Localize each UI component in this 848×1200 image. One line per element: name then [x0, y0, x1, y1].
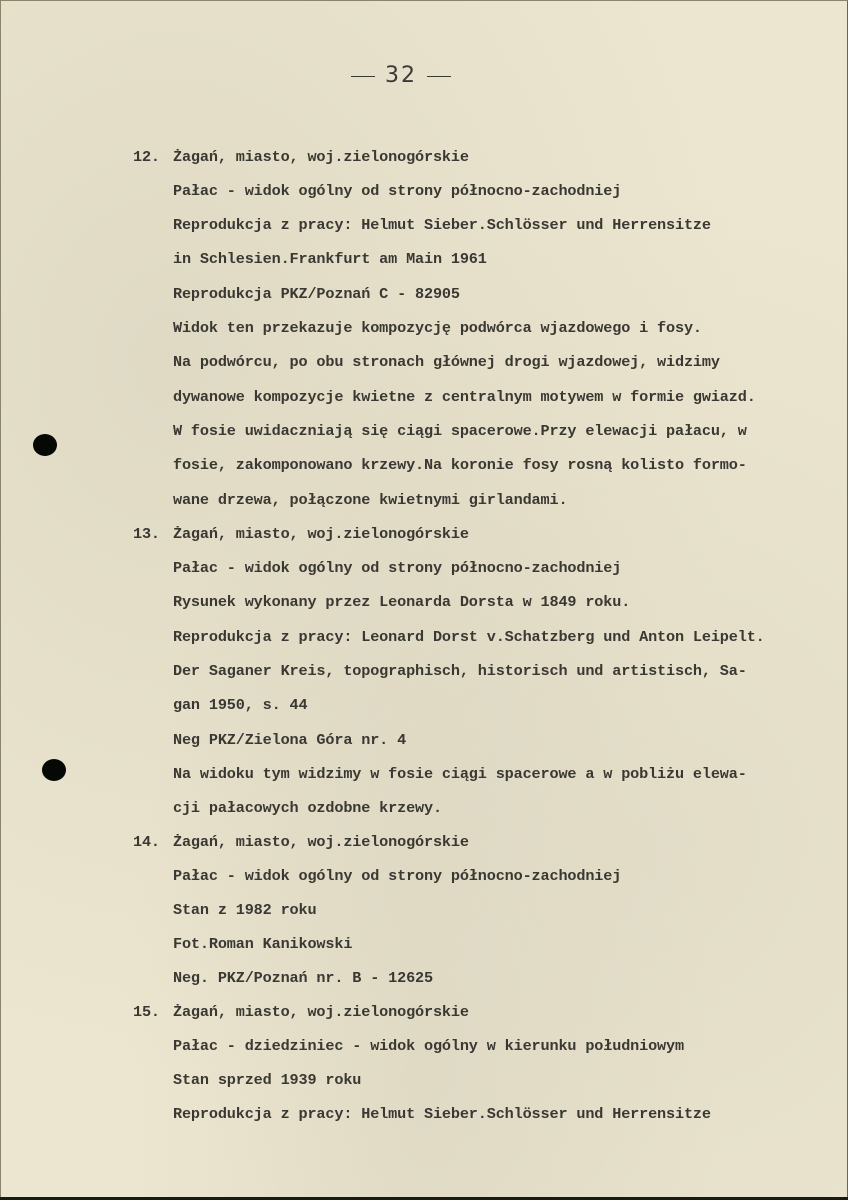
entry-line: Widok ten przekazuje kompozycję podwórca wjazdowego i fosy. — [173, 319, 702, 337]
entry-location: Żagań, miasto, woj.zielonogórskie — [173, 833, 469, 851]
entry-line: Reprodukcja z pracy: Leonard Dorst v.Schatzberg und Anton Leipelt. — [173, 628, 765, 646]
entry-line: Neg. PKZ/Poznań nr. B - 12625 — [173, 969, 433, 987]
punch-hole-lower — [42, 759, 66, 781]
entry-line: Fot.Roman Kanikowski — [173, 935, 353, 953]
entry-line: Reprodukcja z pracy: Helmut Sieber.Schlösser und Herrensitze — [173, 1105, 711, 1123]
entry-line: Reprodukcja z pracy: Helmut Sieber.Schlösser und Herrensitze — [173, 216, 711, 234]
entry-line: cji pałacowych ozdobne krzewy. — [173, 799, 442, 817]
entry-line: Neg PKZ/Zielona Góra nr. 4 — [173, 731, 407, 749]
page-number-value: 32 — [385, 63, 417, 88]
entry-line: Stan z 1982 roku — [173, 901, 317, 919]
entry-line: Pałac - dziedziniec - widok ogólny w kierunku południowym — [173, 1037, 684, 1055]
entry-number: 12. — [133, 148, 160, 166]
entry-line: gan 1950, s. 44 — [173, 696, 308, 714]
entry-line: Rysunek wykonany przez Leonarda Dorsta w 1849 roku. — [173, 593, 631, 611]
entry-line: wane drzewa, połączone kwietnymi girlandami. — [173, 491, 568, 509]
entry-line: Der Saganer Kreis, topographisch, historisch und artistisch, Sa- — [173, 662, 747, 680]
entry-line: fosie, zakomponowano krzewy.Na koronie fosy rosną kolisto formo- — [173, 456, 747, 474]
entry-number: 15. — [133, 1003, 160, 1021]
entry-line: in Schlesien.Frankfurt am Main 1961 — [173, 250, 487, 268]
page-number — [341, 63, 461, 88]
entry-line: Pałac - widok ogólny od strony północno-zachodniej — [173, 559, 622, 577]
entry-number: 14. — [133, 833, 160, 851]
dash-right — [427, 76, 451, 77]
entry-line: Stan sprzed 1939 roku — [173, 1071, 362, 1089]
entry-line: Na widoku tym widzimy w fosie ciągi spacerowe a w pobliżu elewa- — [173, 765, 747, 783]
dash-left — [351, 76, 375, 77]
entry-line: dywanowe kompozycje kwietne z centralnym motywem w formie gwiazd. — [173, 388, 756, 406]
entry-line: W fosie uwidaczniają się ciągi spacerowe.Przy elewacji pałacu, w — [173, 422, 747, 440]
entry-line: Pałac - widok ogólny od strony północno-zachodniej — [173, 182, 622, 200]
entry-line: Reprodukcja PKZ/Poznań C - 82905 — [173, 285, 460, 303]
punch-hole-upper — [33, 434, 57, 456]
entry-line: Na podwórcu, po obu stronach głównej drogi wjazdowej, widzimy — [173, 353, 720, 371]
entry-number: 13. — [133, 525, 160, 543]
entry-line: Pałac - widok ogólny od strony północno-zachodniej — [173, 867, 622, 885]
entry-location: Żagań, miasto, woj.zielonogórskie — [173, 148, 469, 166]
entry-location: Żagań, miasto, woj.zielonogórskie — [173, 1003, 469, 1021]
entry-location: Żagań, miasto, woj.zielonogórskie — [173, 525, 469, 543]
